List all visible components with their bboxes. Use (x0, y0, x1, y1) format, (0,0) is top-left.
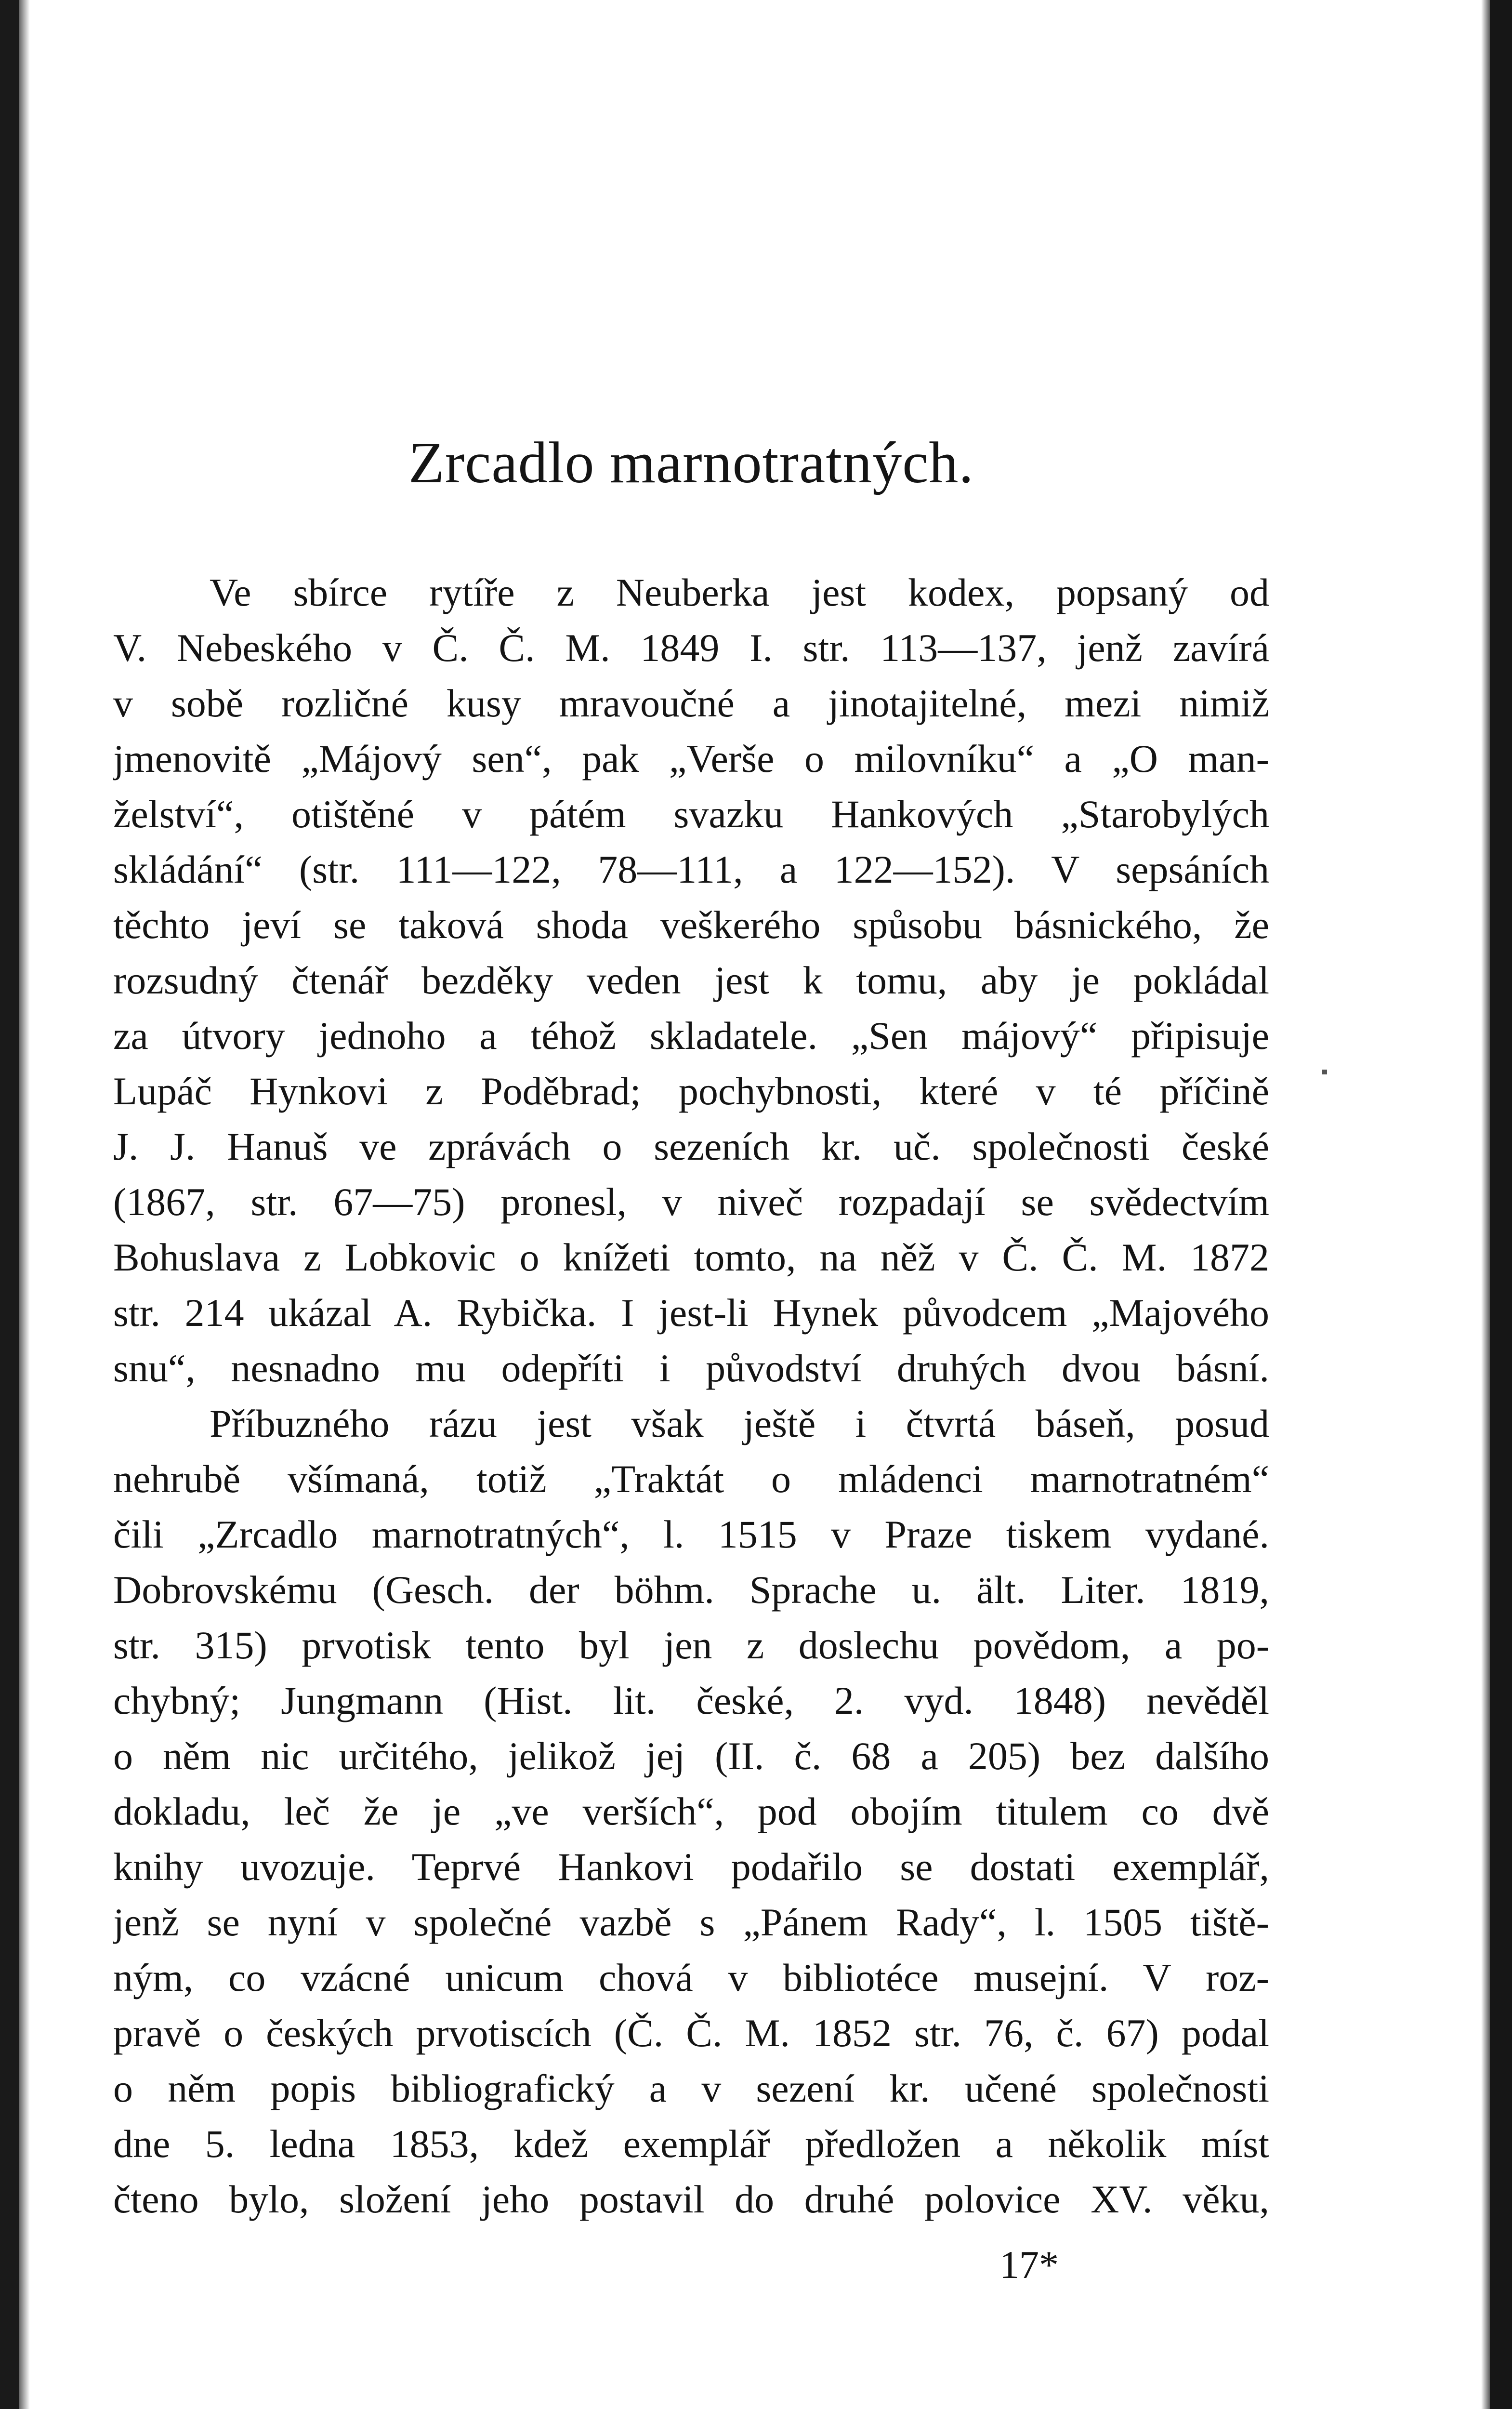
text-line: str. 315) prvotisk tento byl jen z doslechu povědom, a po- (113, 1623, 1269, 1667)
text-line: čteno bylo, složení jeho postavil do druhé polovice XV. věku, (113, 2177, 1269, 2221)
text-line: za útvory jednoho a téhož skladatele. „Sen májový“ připisuje (113, 1014, 1269, 1058)
scan-edge-right (1490, 0, 1512, 2409)
text-line: rozsudný čtenář bezděky veden jest k tomu, aby je pokládal (113, 958, 1269, 1002)
text-line: dokladu, leč že je „ve verších“, pod obojím titulem co dvě (113, 1789, 1269, 1833)
text-line: Dobrovskému (Gesch. der böhm. Sprache u. ält. Liter. 1819, (113, 1568, 1269, 1612)
paragraph-1 (113, 565, 1269, 1396)
text-line: snu“, nesnadno mu odepříti i původství druhých dvou básní. (113, 1346, 1269, 1390)
text-line: Lupáč Hynkovi z Poděbrad; pochybnosti, které v té příčině (113, 1069, 1269, 1113)
text-line: str. 214 ukázal A. Rybička. I jest-li Hynek původcem „Majového (113, 1291, 1269, 1335)
text-line: nehrubě všímaná, totiž „Traktát o mládenci marnotratném“ (113, 1457, 1269, 1501)
text-line: Ve sbírce rytíře z Neuberka jest kodex, popsaný od (210, 570, 1269, 614)
margin-mark (1322, 1070, 1327, 1074)
text-line: J. J. Hanuš ve zprávách o sezeních kr. uč. společnosti české (113, 1125, 1269, 1168)
text-line: Příbuzného rázu jest však ještě i čtvrtá báseň, posud (210, 1402, 1269, 1445)
page-body (113, 430, 1269, 2227)
page-title: Zrcadlo marnotratných. (408, 430, 974, 495)
text-line: V. Nebeského v Č. Č. M. 1849 I. str. 113—137, jenž zavírá (113, 626, 1269, 670)
text-line: (1867, str. 67—75) pronesl, v niveč rozpadají se svědectvím (113, 1180, 1269, 1224)
text-line: v sobě rozličné kusy mravoučné a jinotajitelné, mezi nimiž (113, 681, 1269, 725)
text-line: o něm nic určitého, jelikož jej (II. č. 68 a 205) bez dalšího (113, 1734, 1269, 1778)
text-line: jenž se nyní v společné vazbě s „Pánem Rady“, l. 1505 tiště- (113, 1900, 1269, 1944)
scan-edge-left (0, 0, 19, 2409)
text-line: chybný; Jungmann (Hist. lit. české, 2. vyd. 1848) nevěděl (113, 1679, 1269, 1722)
text-line: želství“, otištěné v pátém svazku Hankových „Starobylých (113, 792, 1269, 836)
text-line: těchto jeví se taková shoda veškerého spůsobu básnického, že (113, 903, 1269, 947)
scan-shadow-right (1481, 0, 1490, 2409)
text-line: čili „Zrcadlo marnotratných“, l. 1515 v Praze tiskem vydané. (113, 1512, 1269, 1556)
text-line: skládání“ (str. 111—122, 78—111, a 122—152). V sepsáních (113, 847, 1269, 891)
paragraph-2 (113, 1396, 1269, 2227)
scan-shadow-left (19, 0, 30, 2409)
text-line: Bohuslava z Lobkovic o knížeti tomto, na něž v Č. Č. M. 1872 (113, 1235, 1269, 1279)
text-line: dne 5. ledna 1853, kdež exemplář předložen a několik míst (113, 2122, 1269, 2166)
text-line: jmenovitě „Májový sen“, pak „Verše o milovníku“ a „O man- (113, 737, 1269, 781)
text-line: knihy uvozuje. Teprvé Hankovi podařilo se dostati exemplář, (113, 1845, 1269, 1889)
text-line: o něm popis bibliografický a v sezení kr. učené společnosti (113, 2066, 1269, 2110)
text-line: pravě o českých prvotiscích (Č. Č. M. 1852 str. 76, č. 67) podal (113, 2011, 1269, 2055)
page-number: 17* (999, 2243, 1059, 2287)
text-line: ným, co vzácné unicum chová v bibliotéce musejní. V roz- (113, 1956, 1269, 1999)
